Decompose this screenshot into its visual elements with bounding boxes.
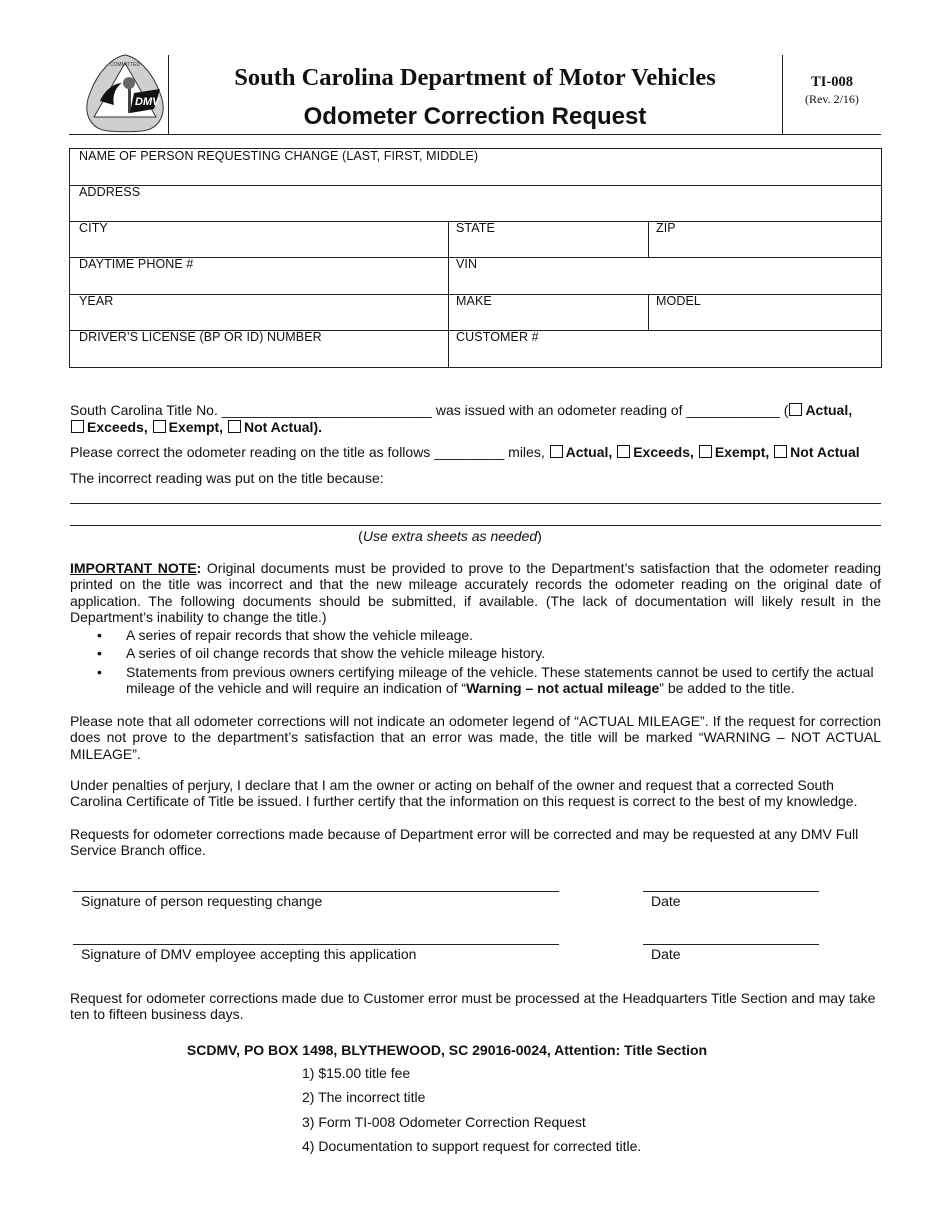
requester-date-line[interactable] [643, 891, 819, 892]
exceeds-label-2: Exceeds, [633, 444, 694, 460]
exempt-checkbox[interactable] [153, 420, 166, 433]
vin-field[interactable]: VIN [456, 257, 478, 271]
customer-number-field[interactable]: CUSTOMER # [456, 330, 539, 344]
list-item: 3) Form TI-008 Odometer Correction Request [302, 1114, 586, 1130]
employee-date-label: Date [651, 946, 681, 962]
title-reading-line-2 [70, 419, 322, 435]
actual-checkbox[interactable] [789, 403, 802, 416]
department-error-paragraph: Requests for odometer corrections made because of Department error will be corrected and may be requested at any DMV Full Service Branch office. [70, 826, 859, 859]
exceeds-checkbox[interactable] [71, 420, 84, 433]
not-actual-checkbox[interactable] [228, 420, 241, 433]
important-note-text: Original documents must be provided to prove to the Department’s satisfaction that the odometer reading printed on the title was incorrect and that the new mileage accurately records the odometer reading on the original date of application. The following documents should be submitted, if available. (The lack of documentation will likely result in the Department’s inability to change the title.) [70, 560, 881, 625]
list-item: A series of repair records that show the vehicle mileage. [126, 627, 474, 643]
address-field[interactable]: ADDRESS [79, 185, 141, 199]
correction-text: Please correct the odometer reading on the title as follows _________ miles, [70, 444, 545, 460]
svg-text:COMMITTED: COMMITTED [109, 62, 141, 68]
exempt-checkbox-2[interactable] [699, 445, 712, 458]
not-actual-label-2: Not Actual [790, 444, 860, 460]
not-actual-checkbox-2[interactable] [774, 445, 787, 458]
actual-label: Actual, [805, 402, 853, 418]
model-field[interactable]: MODEL [656, 294, 701, 308]
year-field[interactable]: YEAR [79, 294, 114, 308]
form-number: TI-008 [811, 74, 853, 90]
important-note-label: IMPORTANT NOTE [70, 560, 197, 576]
city-field[interactable]: CITY [79, 221, 108, 235]
reason-line-1[interactable] [70, 503, 881, 504]
exceeds-label: Exceeds, [87, 419, 148, 435]
list-item: 4) Documentation to support request for corrected title. [302, 1138, 642, 1154]
dmv-logo [82, 53, 168, 133]
requester-signature-label: Signature of person requesting change [81, 893, 323, 909]
title-reading-line [70, 402, 852, 418]
form-revision: (Rev. 2/16) [805, 92, 859, 106]
correction-line [70, 444, 860, 460]
reason-line-2[interactable] [70, 525, 881, 526]
incorrect-reason-label: The incorrect reading was put on the title because: [70, 470, 384, 486]
employee-signature-line[interactable] [73, 944, 559, 945]
name-field[interactable]: NAME OF PERSON REQUESTING CHANGE (LAST, FIRST, MIDDLE) [79, 149, 479, 163]
state-field[interactable]: STATE [456, 221, 495, 235]
list-item: 1) $15.00 title fee [302, 1065, 411, 1081]
list-item: A series of oil change records that show the vehicle mileage history. [126, 645, 546, 661]
exempt-label-2: Exempt, [714, 444, 770, 460]
phone-field[interactable]: DAYTIME PHONE # [79, 257, 194, 271]
exceeds-checkbox-2[interactable] [617, 445, 630, 458]
employee-date-line[interactable] [643, 944, 819, 945]
important-note: IMPORTANT NOTE: Original documents must be provided to prove to the Department’s satisfaction that the odometer reading printed on the title was incorrect and that the new mileage accurately records the odometer reading on the original date of application. The following documents should be submitted, if available. (The lack of documentation will likely result in the Department’s inability to change the title.) [70, 560, 881, 625]
employee-signature-label: Signature of DMV employee accepting this application [81, 946, 417, 962]
license-field[interactable]: DRIVER’S LICENSE (BP OR ID) NUMBER [79, 330, 322, 344]
svg-text:DMV: DMV [135, 96, 160, 108]
applicant-info-table [69, 148, 882, 368]
list-item: 2) The incorrect title [302, 1089, 426, 1105]
not-actual-label: Not Actual). [243, 419, 323, 435]
list-item: Statements from previous owners certifying mileage of the vehicle. These statements cannot be used to certify the actual mileage of the vehicle and will require an indication of “Warning – not actual mileage” be added to the title. [126, 664, 874, 697]
mailing-address: SCDMV, PO BOX 1498, BLYTHEWOOD, SC 29016-0024, Attention: Title Section [186, 1042, 708, 1058]
exempt-label: Exempt, [168, 419, 224, 435]
actual-checkbox-2[interactable] [550, 445, 563, 458]
zip-field[interactable]: ZIP [656, 221, 676, 235]
actual-label-2: Actual, [565, 444, 613, 460]
department-name: South Carolina Department of Motor Vehicles [234, 64, 716, 91]
customer-error-paragraph: Request for odometer corrections made due to Customer error must be processed at the Headquarters Title Section and may take ten to fifteen business days. [70, 990, 876, 1023]
make-field[interactable]: MAKE [456, 294, 492, 308]
perjury-paragraph: Under penalties of perjury, I declare that I am the owner or acting on behalf of the owner and request that a corrected South Carolina Certificate of Title be issued. I further certify that the information on this request is correct to the best of my knowledge. [70, 777, 858, 810]
legend-paragraph: Please note that all odometer corrections will not indicate an odometer legend of “ACTUAL MILEAGE”. If the request for correction does not prove to the department’s satisfaction that an error was made, the title will be marked “WARNING – NOT ACTUAL MILEAGE”. [70, 713, 881, 762]
requester-date-label: Date [651, 893, 681, 909]
extra-sheets-note: (Use extra sheets as needed) [358, 528, 542, 544]
form-title: Odometer Correction Request [303, 103, 647, 130]
title-reading-text: South Carolina Title No. ___________________________ was issued with an odometer reading of ____________ ( [70, 402, 789, 418]
requester-signature-line[interactable] [73, 891, 559, 892]
